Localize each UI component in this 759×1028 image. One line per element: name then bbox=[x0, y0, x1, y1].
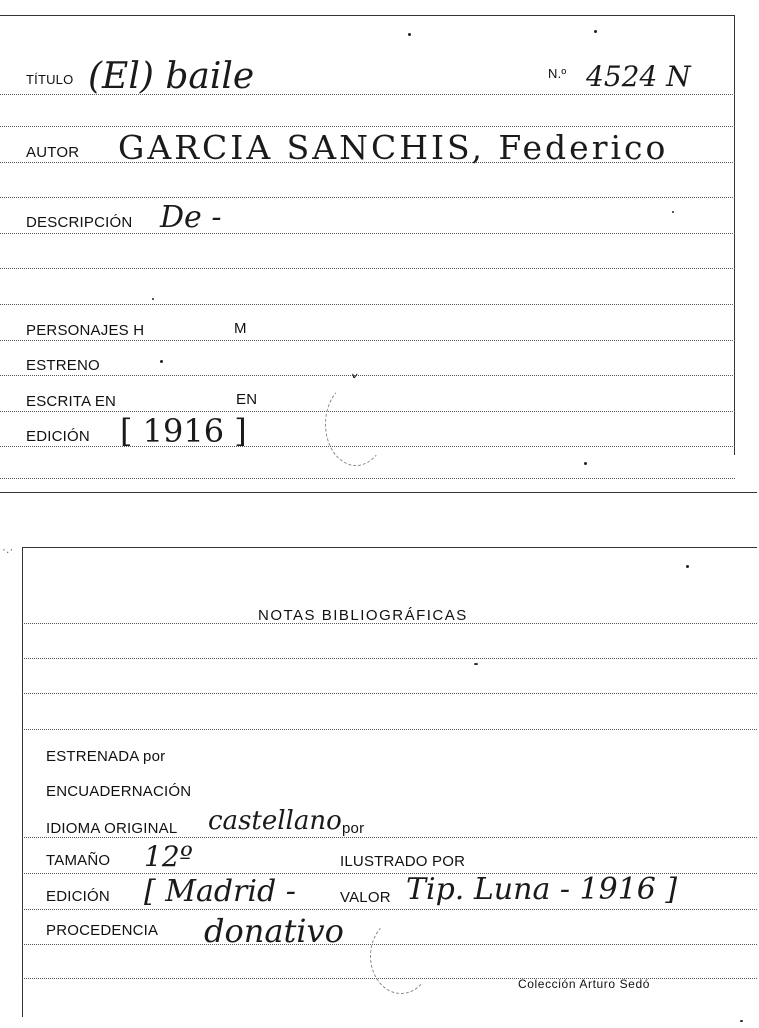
card2-top-border bbox=[22, 547, 757, 548]
rule-line bbox=[0, 197, 735, 198]
edicion-value-2: [ Madrid - bbox=[144, 874, 296, 909]
speck bbox=[474, 663, 478, 665]
estrenada-label: ESTRENADA por bbox=[46, 748, 166, 765]
card2-left-border bbox=[22, 547, 23, 1017]
tamano-label: TAMAÑO bbox=[46, 852, 111, 869]
speck bbox=[160, 360, 163, 363]
rule-line bbox=[22, 909, 757, 910]
card-separator bbox=[0, 492, 757, 493]
speck bbox=[686, 565, 689, 568]
rule-line bbox=[22, 658, 757, 659]
notas-title: NOTAS BIBLIOGRÁFICAS bbox=[258, 607, 468, 624]
edicion-value: [ 1916 ] bbox=[120, 412, 247, 450]
valor-label: VALOR bbox=[340, 889, 391, 906]
card1-right-border bbox=[734, 15, 735, 455]
encuadernacion-label: ENCUADERNACIÓN bbox=[46, 783, 192, 800]
speck bbox=[594, 30, 597, 33]
rule-line bbox=[0, 478, 735, 479]
idioma-label: IDIOMA ORIGINAL bbox=[46, 820, 178, 837]
speck bbox=[408, 33, 411, 36]
idioma-value: castellano bbox=[208, 806, 342, 836]
rule-line bbox=[0, 233, 735, 234]
tamano-value: 12º bbox=[144, 840, 193, 873]
rule-line bbox=[0, 375, 735, 376]
procedencia-value: donativo bbox=[204, 912, 344, 950]
numero-label: N.º bbox=[548, 66, 567, 81]
rule-line bbox=[0, 340, 735, 341]
edicion-label-2: EDICIÓN bbox=[46, 888, 110, 905]
numero-value: 4524 N bbox=[586, 60, 691, 93]
punch-tick: ˅ bbox=[350, 372, 359, 393]
titulo-value: (El) baile bbox=[88, 56, 255, 97]
coleccion-credit: Colección Arturo Sedó bbox=[518, 977, 651, 991]
valor-value: Tip. Luna - 1916 ] bbox=[406, 872, 678, 907]
speck bbox=[672, 211, 674, 213]
edicion-label: EDICIÓN bbox=[26, 428, 90, 445]
escrita-en-label: EN bbox=[236, 391, 258, 408]
autor-label: AUTOR bbox=[26, 144, 80, 161]
punch-hole-mark bbox=[370, 918, 432, 994]
rule-line bbox=[22, 693, 757, 694]
estreno-label: ESTRENO bbox=[26, 357, 100, 374]
autor-value: GARCIA SANCHIS, Federico bbox=[118, 128, 669, 167]
rule-line bbox=[22, 837, 757, 838]
descripcion-label: DESCRIPCIÓN bbox=[26, 214, 133, 231]
rule-line bbox=[0, 126, 735, 127]
personajes-label: PERSONAJES H bbox=[26, 322, 145, 339]
card1-top-border bbox=[0, 15, 735, 16]
titulo-label: TÍTULO bbox=[26, 72, 74, 87]
idioma-por-label: por bbox=[342, 820, 365, 837]
escrita-label: ESCRITA EN bbox=[26, 393, 117, 410]
personajes-m-label: M bbox=[234, 320, 247, 337]
corner-mark: ·.· bbox=[2, 542, 14, 556]
speck bbox=[584, 462, 587, 465]
descripcion-value: De - bbox=[160, 200, 222, 235]
procedencia-label: PROCEDENCIA bbox=[46, 922, 159, 939]
rule-line bbox=[0, 268, 735, 269]
speck bbox=[740, 1020, 743, 1022]
ilustrado-label: ILUSTRADO POR bbox=[340, 853, 466, 870]
speck bbox=[152, 298, 154, 300]
punch-hole-mark bbox=[325, 382, 387, 466]
rule-line bbox=[22, 729, 757, 730]
rule-line bbox=[0, 304, 735, 305]
